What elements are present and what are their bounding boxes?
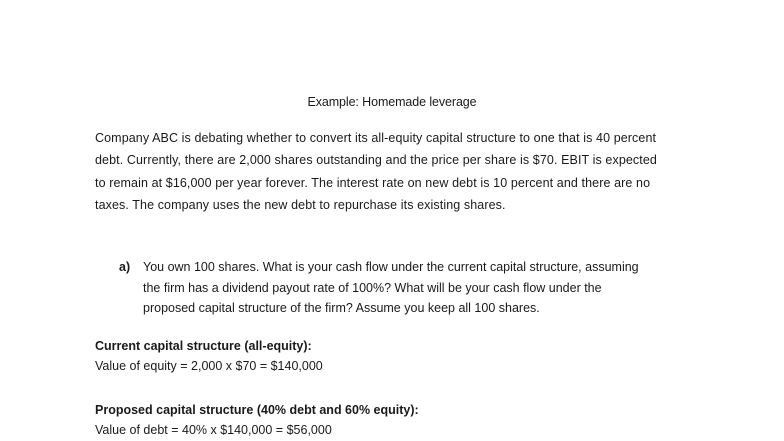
intro-line: debt. Currently, there are 2,000 shares outstanding and the price per share is $70. EBIT is expected	[95, 153, 657, 168]
question-text	[143, 257, 703, 319]
equity-value-line: Value of equity = 2,000 x $70 = $140,000	[95, 358, 323, 373]
intro-line: Company ABC is debating whether to convert its all-equity capital structure to one that is 40 percent	[95, 131, 657, 145]
question-line: the firm has a dividend payout rate of 100%? What will be your cash flow under the	[143, 280, 602, 295]
intro-line: taxes. The company uses the new debt to repurchase its existing shares.	[95, 197, 506, 212]
current-structure-section	[95, 337, 323, 376]
question-marker: a)	[119, 260, 131, 274]
question-line: proposed capital structure of the firm? Assume you keep all 100 shares.	[143, 301, 540, 315]
page-title: Example: Homemade leverage	[307, 95, 477, 109]
intro-line: to remain at $16,000 per year forever. The interest rate on new debt is 10 percent and there are no	[95, 175, 651, 190]
proposed-structure-section	[95, 401, 419, 440]
question-line: You own 100 shares. What is your cash flow under the current capital structure, assuming	[143, 260, 639, 274]
intro-paragraph	[95, 127, 695, 216]
proposed-structure-heading: Proposed capital structure (40% debt and 60% equity):	[95, 403, 419, 417]
debt-value-line: Value of debt = 40% x $140,000 = $56,000	[95, 422, 332, 437]
current-structure-heading: Current capital structure (all-equity):	[95, 339, 312, 353]
